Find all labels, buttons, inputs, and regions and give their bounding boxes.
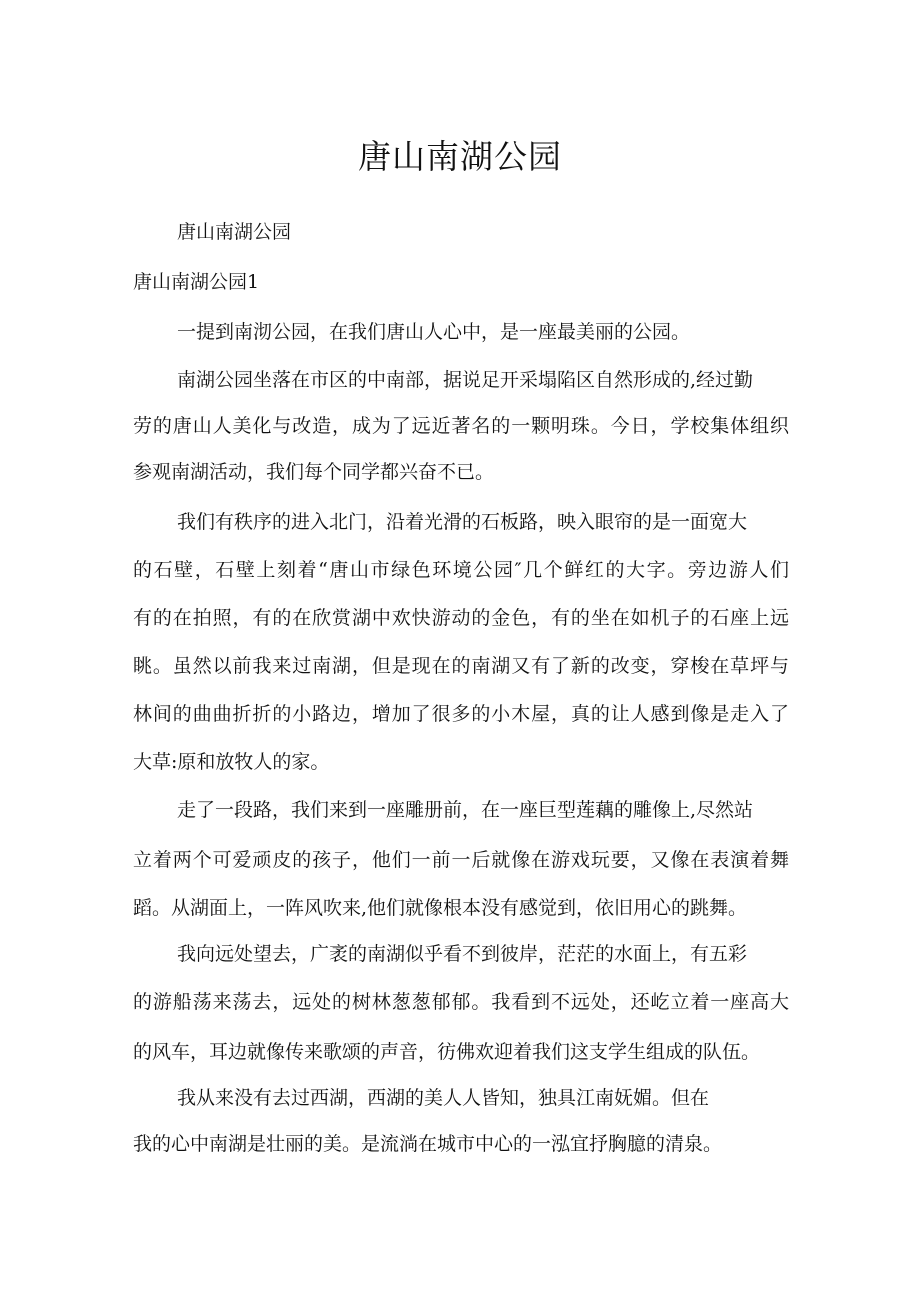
paragraph-6-line-2: 我的心中南湖是壮丽的美。是流淌在城市中心的一泓宜抒胸臆的清泉。 [133, 1133, 723, 1155]
paragraph-3-line-3: 有的在拍照，有的在欣赏湖中欢快游动的金色，有的坐在如机子的石座上远 [133, 607, 789, 629]
paragraph-1-line-1: 一提到南沏公园，在我们唐山人心中，是一座最美丽的公园。 [177, 321, 691, 343]
paragraph-5-line-1: 我向远处望去，广袤的南湖似乎看不到彼岸，茫茫的水面上，有五彩 [177, 943, 748, 965]
paragraph-4-line-1: 走了一段路，我们来到一座雕册前，在一座巨型莲藕的雕像上,尽然站 [177, 799, 754, 821]
paragraph-3-line-5: 林间的曲曲折折的小路边，增加了很多的小木屋，真的让人感到像是走入了 [133, 703, 789, 725]
paragraph-4-line-2: 立着两个可爱顽皮的孩子，他们一前一后就像在游戏玩要，又像在表演着舞 [133, 849, 789, 871]
paragraph-3-line-6: 大草:原和放牧人的家。 [133, 751, 330, 773]
paragraph-4-line-3: 蹈。从湖面上，一阵风吹来,他们就像根本没有感觉到，依旧用心的跳舞。 [133, 897, 748, 919]
paragraph-5-line-2: 的游船荡来荡去，远处的树林葱葱郁郁。我看到不远处，还屹立着一座高大 [133, 991, 789, 1013]
paragraph-2-line-2: 劳的唐山人美化与改造，成为了远近著名的一颗明珠。今日，学校集体组织 [133, 415, 789, 437]
document-title: 唐山南湖公园 [358, 137, 562, 176]
section-heading: 唐山南湖公园1 [133, 271, 260, 293]
paragraph-5-line-3: 的风车，耳边就像传来歌颂的声音，彷佛欢迎着我们这支学生组成的队伍。 [133, 1041, 761, 1063]
document-subtitle: 唐山南湖公园 [177, 221, 292, 243]
paragraph-6-line-1: 我从来没有去过西湖，西湖的美人人皆知，独具江南妩媚。但在 [177, 1087, 710, 1109]
paragraph-3-line-1: 我们有秩序的进入北门，沿着光滑的石板路，映入眼帘的是一面宽大 [177, 511, 748, 533]
paragraph-2-line-3: 参观南湖活动，我们每个同学都兴奋不已。 [133, 461, 495, 483]
paragraph-3-line-4: 眺。虽然以前我来过南湖，但是现在的南湖又有了新的改变，穿梭在草坪与 [133, 655, 789, 677]
paragraph-2-line-1: 南湖公园坐落在市区的中南部，据说足开采塌陷区自然形成的,经过勤 [177, 369, 754, 391]
paragraph-3-line-2: 的石壁，石壁上刻着“唐山市绿色环境公园″几个鲜红的大字。旁边游人们 [133, 559, 789, 581]
